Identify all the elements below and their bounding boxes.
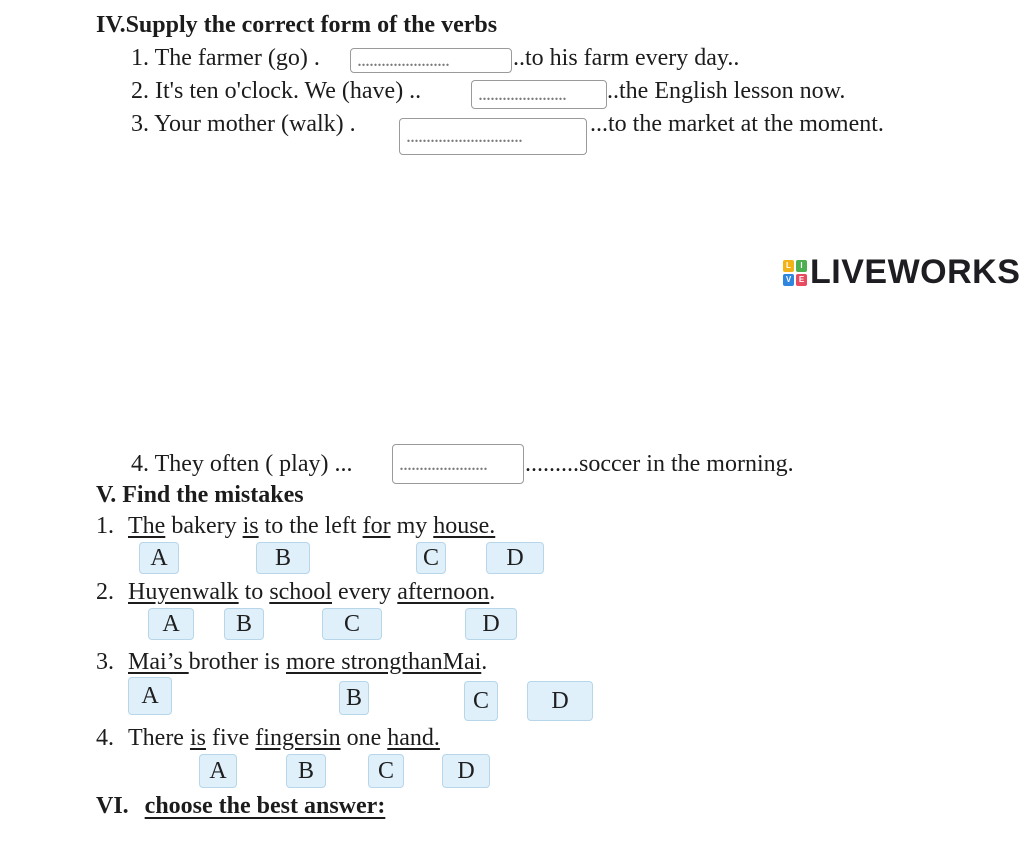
item-1-option-b[interactable]: B xyxy=(256,542,310,574)
item-1-option-c[interactable]: C xyxy=(416,542,446,574)
item-number: 2. xyxy=(96,579,114,605)
item-3-option-d[interactable]: D xyxy=(527,681,593,721)
item-1-text: to the left xyxy=(258,513,363,539)
item-2-part-d: afternoon xyxy=(397,579,490,605)
logo-mark-letter: L xyxy=(783,260,794,272)
item-3-option-a[interactable]: A xyxy=(128,677,172,715)
section-6-title: choose the best answer: xyxy=(144,793,386,819)
item-number: 4. xyxy=(96,725,114,751)
logo-mark-letter: V xyxy=(783,274,794,286)
item-3-text: brother is xyxy=(188,649,286,675)
item-3-part-bcd: more strongthanMai xyxy=(285,649,482,675)
item-2-option-d[interactable]: D xyxy=(465,608,517,640)
item-1-part-d: house. xyxy=(433,513,496,539)
mistake-item-3 xyxy=(96,648,487,676)
item-3-option-c[interactable]: C xyxy=(464,681,498,721)
item-1-part-b: is xyxy=(242,513,259,539)
item-2-option-c[interactable]: C xyxy=(322,608,382,640)
item-1-part-c: for xyxy=(362,513,391,539)
item-2-part-c: school xyxy=(269,579,332,605)
question-3-prefix: 3. Your mother (walk) . xyxy=(131,111,356,137)
item-1-text: my xyxy=(390,513,434,539)
item-2-part-a: Huyenwalk xyxy=(128,579,239,605)
item-2-text: to xyxy=(238,579,270,605)
item-1-option-a[interactable]: A xyxy=(139,542,179,574)
item-2-option-b[interactable]: B xyxy=(224,608,264,640)
logo-text: LIVEWORKS xyxy=(810,253,1021,291)
item-number: 3. xyxy=(96,649,114,675)
mistake-item-1 xyxy=(96,512,495,540)
answer-2-input[interactable] xyxy=(471,80,607,109)
answer-3-input[interactable] xyxy=(399,118,587,155)
section-6-number: VI. xyxy=(96,793,129,819)
question-1-suffix: ..to his farm every day.. xyxy=(513,45,740,71)
item-3-option-b[interactable]: B xyxy=(339,681,369,715)
item-2-text: . xyxy=(489,579,496,605)
mistake-item-4 xyxy=(96,724,440,752)
mistake-item-2 xyxy=(96,578,495,606)
question-4-suffix: .........soccer in the morning. xyxy=(525,451,794,477)
answer-1-input[interactable] xyxy=(350,48,512,73)
section-6-heading xyxy=(96,792,385,820)
question-4-prefix: 4. They often ( play) ... xyxy=(131,451,353,477)
section-5-title: V. Find the mistakes xyxy=(96,482,304,508)
item-2-text: every xyxy=(331,579,398,605)
item-1-part-a: The xyxy=(128,513,166,539)
item-4-option-d[interactable]: D xyxy=(442,754,490,788)
item-number: 1. xyxy=(96,513,114,539)
logo-mark-icon xyxy=(783,260,807,286)
item-4-option-a[interactable]: A xyxy=(199,754,237,788)
item-3-part-a: Mai’s xyxy=(128,649,189,675)
item-4-option-b[interactable]: B xyxy=(286,754,326,788)
item-4-text: one xyxy=(340,725,388,751)
answer-4-input[interactable] xyxy=(392,444,524,484)
item-2-option-a[interactable]: A xyxy=(148,608,194,640)
question-3-suffix: ...to the market at the moment. xyxy=(590,111,884,137)
item-1-option-d[interactable]: D xyxy=(486,542,544,574)
item-4-part-d: hand. xyxy=(387,725,440,751)
item-4-text: There xyxy=(128,725,190,751)
section-4-title: IV.Supply the correct form of the verbs xyxy=(96,12,498,38)
liveworksheets-logo xyxy=(783,253,1020,292)
item-4-option-c[interactable]: C xyxy=(368,754,404,788)
item-4-text: five xyxy=(205,725,256,751)
question-2-suffix: ..the English lesson now. xyxy=(607,78,846,104)
question-2-prefix: 2. It's ten o'clock. We (have) .. xyxy=(131,78,422,104)
item-4-part-a: is xyxy=(189,725,206,751)
item-3-text: . xyxy=(481,649,488,675)
item-1-text: bakery xyxy=(165,513,243,539)
logo-mark-letter: E xyxy=(796,274,807,286)
item-4-part-bc: fingersin xyxy=(255,725,341,751)
logo-mark-letter: I xyxy=(796,260,807,272)
question-1-prefix: 1. The farmer (go) . xyxy=(131,45,320,71)
